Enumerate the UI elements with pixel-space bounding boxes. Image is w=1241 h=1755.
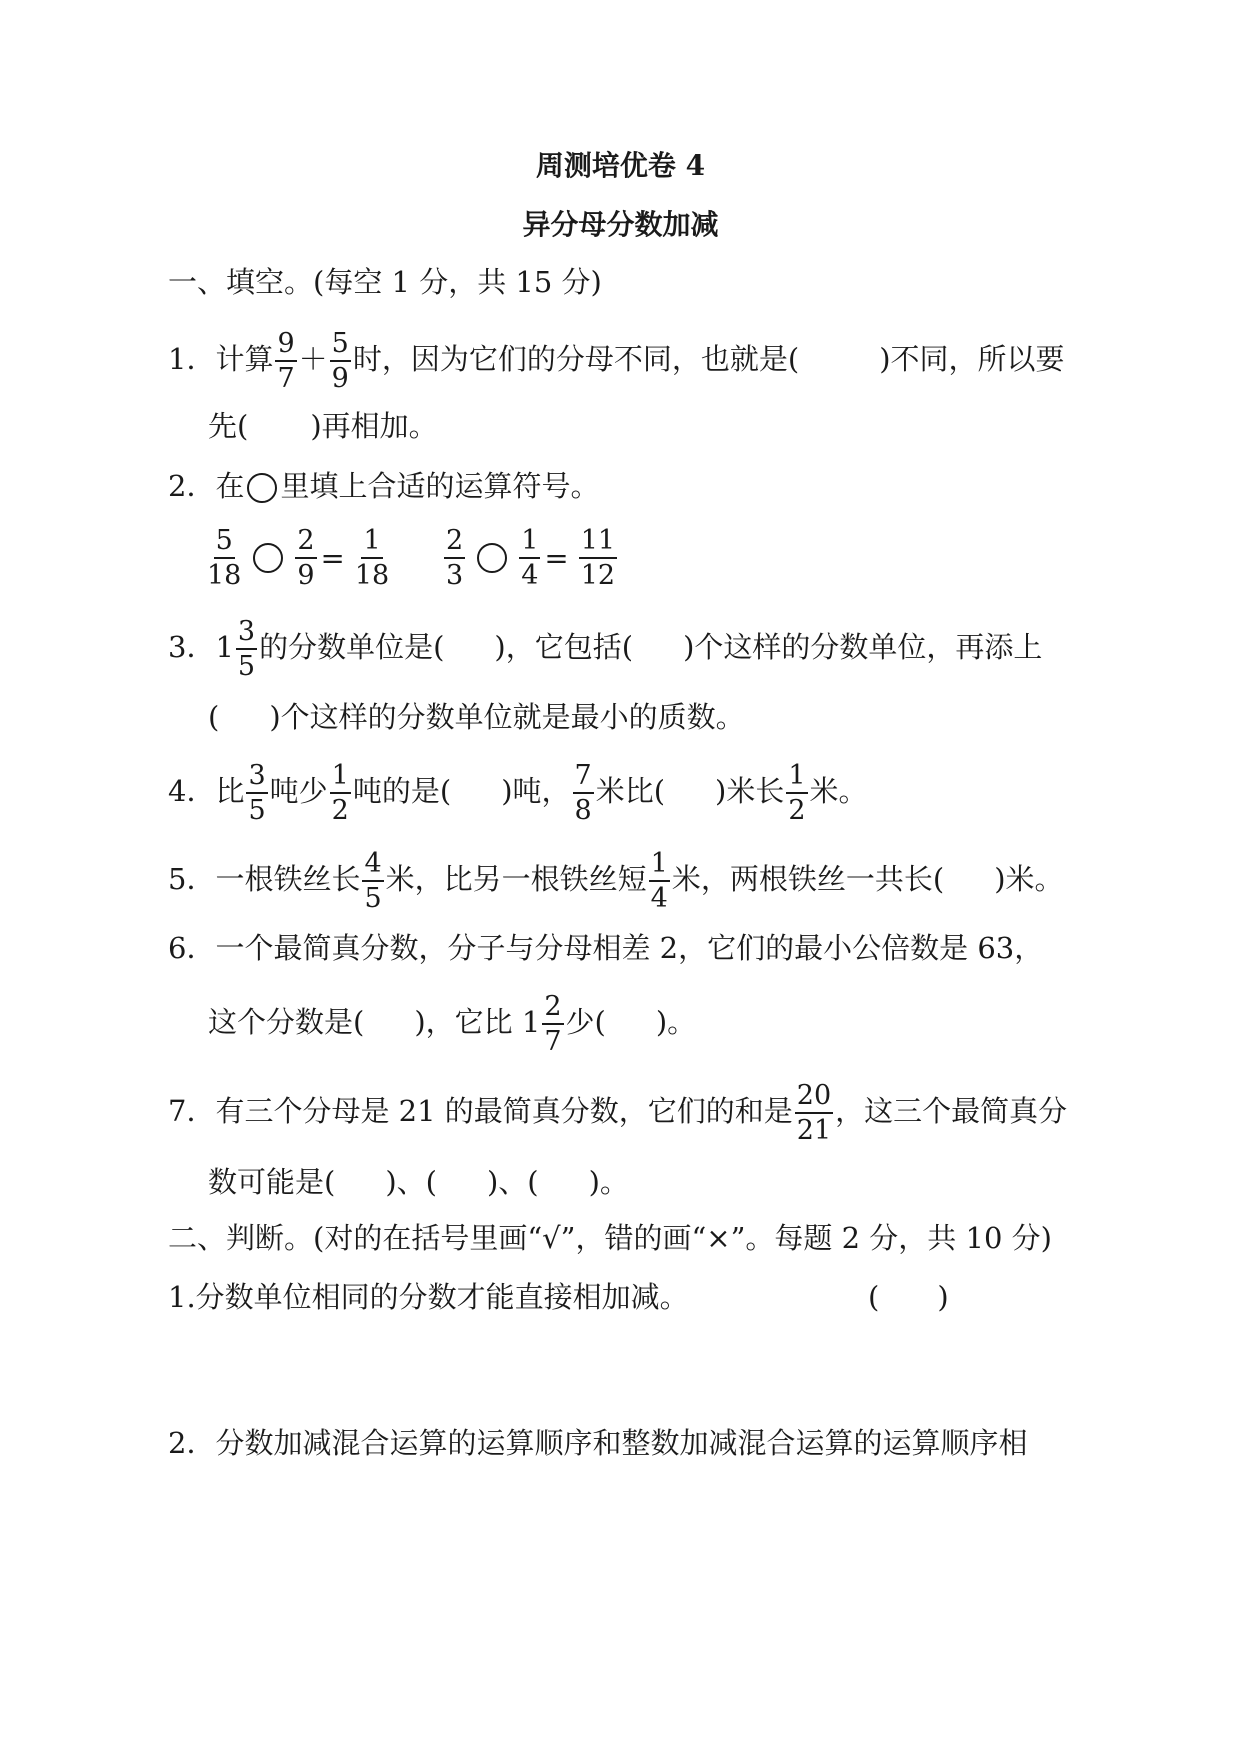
fraction: [207, 527, 241, 589]
numerator: 11: [579, 527, 617, 559]
denominator: 9: [331, 363, 349, 394]
numerator: 3: [246, 762, 267, 794]
judge-question-1: [168, 1277, 689, 1317]
question-text: 吨的是(: [352, 774, 452, 808]
denominator: 2: [788, 795, 806, 826]
denominator: 9: [297, 560, 315, 591]
fraction: [795, 1082, 833, 1144]
numerator: 2: [444, 527, 465, 559]
fraction: [649, 850, 670, 912]
fraction: [236, 618, 257, 680]
page-title: 周测培优卷 4: [535, 149, 706, 182]
denominator: 4: [521, 560, 539, 591]
question-text: )、(: [486, 1165, 539, 1199]
operator-circle[interactable]: [477, 543, 507, 573]
question-text: )，它比 1: [414, 1005, 541, 1039]
question-text: 比: [215, 774, 245, 808]
question-text: 米。: [809, 774, 868, 808]
fill-question-3-cont: [208, 697, 745, 737]
section-fill-heading: 一、填空。(每空 1 分，共 15 分): [168, 265, 602, 299]
question-text: 米，比另一根铁丝短: [385, 862, 647, 896]
question-text: 吨少: [269, 774, 328, 808]
question-text: )、(: [385, 1165, 437, 1199]
denominator: 18: [207, 560, 242, 591]
question-text: 的分数单位是(: [259, 630, 445, 664]
equals-sign: =: [544, 541, 569, 575]
numerator: 1: [361, 527, 382, 559]
question-number: 6．: [168, 931, 216, 965]
question-text: 在: [215, 469, 245, 503]
question-number: 1．: [168, 342, 216, 376]
fraction: [519, 527, 540, 589]
numerator: 3: [236, 618, 257, 650]
fill-question-1: [168, 330, 1065, 392]
question-text: 一个最简真分数，分子与分母相差 2，它们的最小公倍数是 63，: [215, 931, 1044, 965]
denominator: 2: [331, 795, 349, 826]
fill-question-6-cont: [208, 993, 696, 1055]
fraction: [579, 527, 617, 589]
numerator: 1: [786, 762, 807, 794]
question-text: 一根铁丝长: [215, 862, 361, 896]
numerator: 1: [330, 762, 351, 794]
question-number: 2．: [168, 1426, 216, 1460]
equation-1: [205, 527, 391, 589]
question-text: (: [208, 700, 220, 734]
question-text: 时，因为它们的分母不同，也就是(: [352, 342, 800, 376]
question-text: )，它包括(: [494, 630, 634, 664]
fill-question-7-cont: [208, 1162, 629, 1202]
question-text: )再相加。: [310, 409, 438, 443]
question-text: 有三个分母是 21 的最简真分数，它们的和是: [215, 1094, 793, 1128]
fraction: [275, 330, 296, 392]
numerator: 20: [795, 1082, 833, 1114]
question-text: )不同，所以要: [879, 342, 1065, 376]
denominator: 7: [277, 363, 295, 394]
fraction: [355, 527, 389, 589]
question-text: 数可能是(: [208, 1165, 336, 1199]
plus-sign: ＋: [298, 342, 328, 376]
denominator: 4: [650, 883, 668, 914]
fraction: [330, 762, 351, 824]
equals-sign: =: [320, 541, 345, 575]
question-text: )米。: [994, 862, 1064, 896]
question-text: )。: [655, 1005, 697, 1039]
denominator: 5: [237, 651, 256, 682]
fill-question-6: [168, 928, 1043, 968]
denominator: 21: [796, 1115, 832, 1146]
answer-parentheses[interactable]: ( ): [868, 1280, 949, 1314]
question-text: )。: [588, 1165, 629, 1199]
whole-number: 1: [215, 630, 234, 664]
fraction: [542, 993, 563, 1055]
fraction: [786, 762, 807, 824]
fraction: [330, 330, 351, 392]
denominator: 3: [446, 560, 464, 591]
question-text: ，这三个最简真分: [835, 1094, 1068, 1128]
question-number: 5．: [168, 862, 216, 896]
denominator: 5: [364, 883, 382, 914]
numerator: 5: [214, 527, 235, 559]
fill-question-2: [168, 466, 599, 506]
denominator: 18: [354, 560, 390, 591]
fraction: [246, 762, 267, 824]
question-text: 这个分数是(: [208, 1005, 365, 1039]
numerator: 2: [542, 993, 563, 1025]
question-number: 4．: [168, 774, 216, 808]
question-text: )米长: [715, 774, 785, 808]
question-text: )个这样的分数单位，再添上: [683, 630, 1043, 664]
question-text: 先(: [208, 409, 249, 443]
numerator: 4: [362, 850, 383, 882]
question-number: 2．: [168, 469, 216, 503]
fill-question-7: [168, 1082, 1067, 1144]
equation-2: [442, 527, 619, 589]
question-text: 计算: [215, 342, 274, 376]
numerator: 1: [519, 527, 540, 559]
denominator: 8: [574, 795, 592, 826]
fill-question-3: [168, 618, 1042, 680]
operator-circle[interactable]: [253, 543, 283, 573]
fraction: [573, 762, 594, 824]
question-text: 分数加减混合运算的运算顺序和整数加减混合运算的运算顺序相: [215, 1426, 1028, 1460]
fill-question-1-cont: [208, 406, 438, 446]
circle-icon: [247, 473, 277, 503]
question-text: 里填上合适的运算符号。: [280, 469, 600, 503]
judge-question-2: [168, 1423, 1027, 1463]
numerator: 7: [573, 762, 594, 794]
fill-question-5: [168, 850, 1064, 912]
question-number: 3．: [168, 630, 216, 664]
numerator: 9: [275, 330, 296, 362]
question-text: 米比(: [595, 774, 666, 808]
question-text: )个这样的分数单位就是最小的质数。: [269, 700, 745, 734]
question-text: 米，两根铁丝一共长(: [671, 862, 945, 896]
page-subtitle: 异分母分数加减: [522, 208, 719, 241]
fill-question-4: [168, 762, 868, 824]
denominator: 5: [248, 795, 266, 826]
question-number: 1.: [168, 1280, 196, 1314]
numerator: 5: [330, 330, 351, 362]
question-number: 7．: [168, 1094, 216, 1128]
numerator: 1: [649, 850, 670, 882]
question-text: )吨，: [501, 774, 571, 808]
section-judge-heading: 二、判断。(对的在括号里画“√”，错的画“×”。每题 2 分，共 10 分): [168, 1221, 1052, 1255]
numerator: 2: [295, 527, 316, 559]
denominator: 12: [580, 560, 616, 591]
fraction: [362, 850, 383, 912]
question-text: 分数单位相同的分数才能直接相加减。: [195, 1280, 689, 1314]
question-text: 少(: [565, 1005, 606, 1039]
fraction: [295, 527, 316, 589]
denominator: 7: [544, 1026, 562, 1057]
fraction: [444, 527, 465, 589]
